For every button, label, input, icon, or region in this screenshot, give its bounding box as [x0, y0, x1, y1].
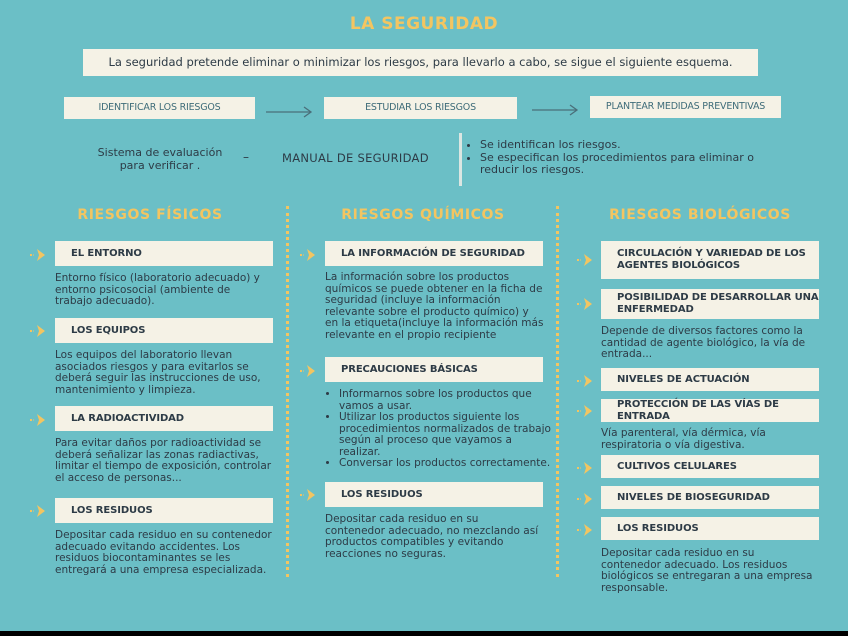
item-precauciones: PRECAUCIONES BÁSICAS	[325, 357, 543, 382]
item-equipos: LOS EQUIPOS	[55, 318, 273, 343]
step-study: ESTUDIAR LOS RIESGOS	[324, 97, 517, 119]
item-text: Vía parenteral, vía dérmica, vía respiratoria o vía digestiva.	[601, 427, 766, 451]
item-text: Depositar cada residuo en su contenedor adecuado. Los residuos biológicos se entregaran a una empresa responsable.	[601, 547, 813, 594]
chevron-right-icon	[575, 461, 597, 475]
chevron-right-icon	[28, 248, 50, 262]
chevron-right-icon	[575, 253, 597, 267]
arrow-right-icon	[265, 105, 313, 119]
chevron-right-icon	[575, 297, 597, 311]
chevron-right-icon	[575, 523, 597, 537]
item-text: Los equipos del laboratorio llevan asociados riesgos y para evitarlos se deberá seguir las instrucciones de uso, mantenimiento y limpieza.	[55, 349, 261, 396]
precautions-list	[327, 389, 551, 470]
chevron-right-icon	[28, 504, 50, 518]
item-niveles-actuacion: NIVELES DE ACTUACIÓN	[601, 368, 819, 391]
item-text: Depositar cada residuo en su contenedor adecuado, no mezclando así productos compatibles y evitando reacciones no seguras.	[325, 513, 539, 560]
column-divider	[286, 206, 289, 577]
step-prevent: PLANTEAR MEDIDAS PREVENTIVAS	[590, 96, 781, 118]
chevron-right-icon	[575, 404, 597, 418]
item-text: La información sobre los productos químicos se puede obtener en la ficha de seguridad (incluye la información relevante sobre el producto químico) y en la etiqueta(incluye la información más relevante en el propio recipiente	[325, 271, 544, 341]
chevron-right-icon	[298, 364, 320, 378]
page-title: LA SEGURIDAD	[349, 14, 499, 34]
item-radioactividad: LA RADIOACTIVIDAD	[55, 406, 273, 431]
item-text: Depositar cada residuo en su contenedor adecuado evitando accidentes. Los residuos biocontaminantes se les entregará a una empresa especializada.	[55, 529, 272, 576]
item-text: Depende de diversos factores como la cantidad de agente biológico, la vía de entrada...	[601, 325, 806, 360]
item-vias-entrada: PROTECCIÓN DE LAS VÍAS DE ENTRADA	[601, 399, 819, 422]
manual-label: MANUAL DE SEGURIDAD	[282, 151, 429, 165]
column-title-quimicos: RIESGOS QUÍMICOS	[341, 207, 505, 223]
precaution-bullet: • Informarnos sobre los productos que vamos a usar.	[339, 389, 551, 412]
item-residuos: LOS RESIDUOS	[325, 482, 543, 507]
chevron-right-icon	[298, 488, 320, 502]
system-text: Sistema de evaluación para verificar .	[97, 146, 223, 172]
item-text: Entorno físico (laboratorio adecuado) y entorno psicosocial (ambiente de trabajo adecuado).	[55, 272, 260, 307]
precaution-bullet: • Conversar los productos correctamente.	[339, 458, 551, 470]
manual-bullets	[466, 139, 780, 177]
dash-separator: –	[243, 150, 249, 164]
item-bioseguridad: NIVELES DE BIOSEGURIDAD	[601, 486, 819, 509]
arrow-right-icon	[531, 103, 579, 117]
item-cultivos: CULTIVOS CELULARES	[601, 455, 819, 478]
column-title-fisicos: RIESGOS FÍSICOS	[77, 207, 223, 223]
intro-banner: La seguridad pretende eliminar o minimizar los riesgos, para llevarlo a cabo, se sigue el siguiente esquema.	[83, 49, 758, 76]
precaution-bullet: • Utilizar los productos siguiente los procedimientos normalizados de trabajo según al proceso que vayamos a realizar.	[339, 412, 551, 458]
vertical-bar	[459, 133, 462, 186]
manual-bullet: • Se especifican los procedimientos para eliminar o reducir los riesgos.	[480, 152, 780, 177]
column-title-biologicos: RIESGOS BIOLÓGICOS	[609, 207, 791, 223]
chevron-right-icon	[28, 413, 50, 427]
chevron-right-icon	[28, 324, 50, 338]
item-entorno: EL ENTORNO	[55, 241, 273, 266]
item-informacion-seguridad: LA INFORMACIÓN DE SEGURIDAD	[325, 241, 543, 266]
chevron-right-icon	[575, 374, 597, 388]
manual-bullet: • Se identifican los riesgos.	[480, 139, 780, 152]
item-residuos: LOS RESIDUOS	[55, 498, 273, 523]
item-enfermedad: POSIBILIDAD DE DESARROLLAR UNA ENFERMEDAD	[601, 289, 819, 319]
chevron-right-icon	[575, 492, 597, 506]
item-residuos: LOS RESIDUOS	[601, 517, 819, 540]
chevron-right-icon	[298, 248, 320, 262]
column-divider	[556, 206, 559, 577]
item-text: Para evitar daños por radioactividad se deberá señalizar las zonas radiactivas, limitar el tiempo de exposición, controlar el acceso de personas...	[55, 437, 272, 484]
item-circulacion: CIRCULACIÓN Y VARIEDAD DE LOS AGENTES BIOLÓGICOS	[601, 241, 819, 279]
step-identify: IDENTIFICAR LOS RIESGOS	[64, 97, 255, 119]
